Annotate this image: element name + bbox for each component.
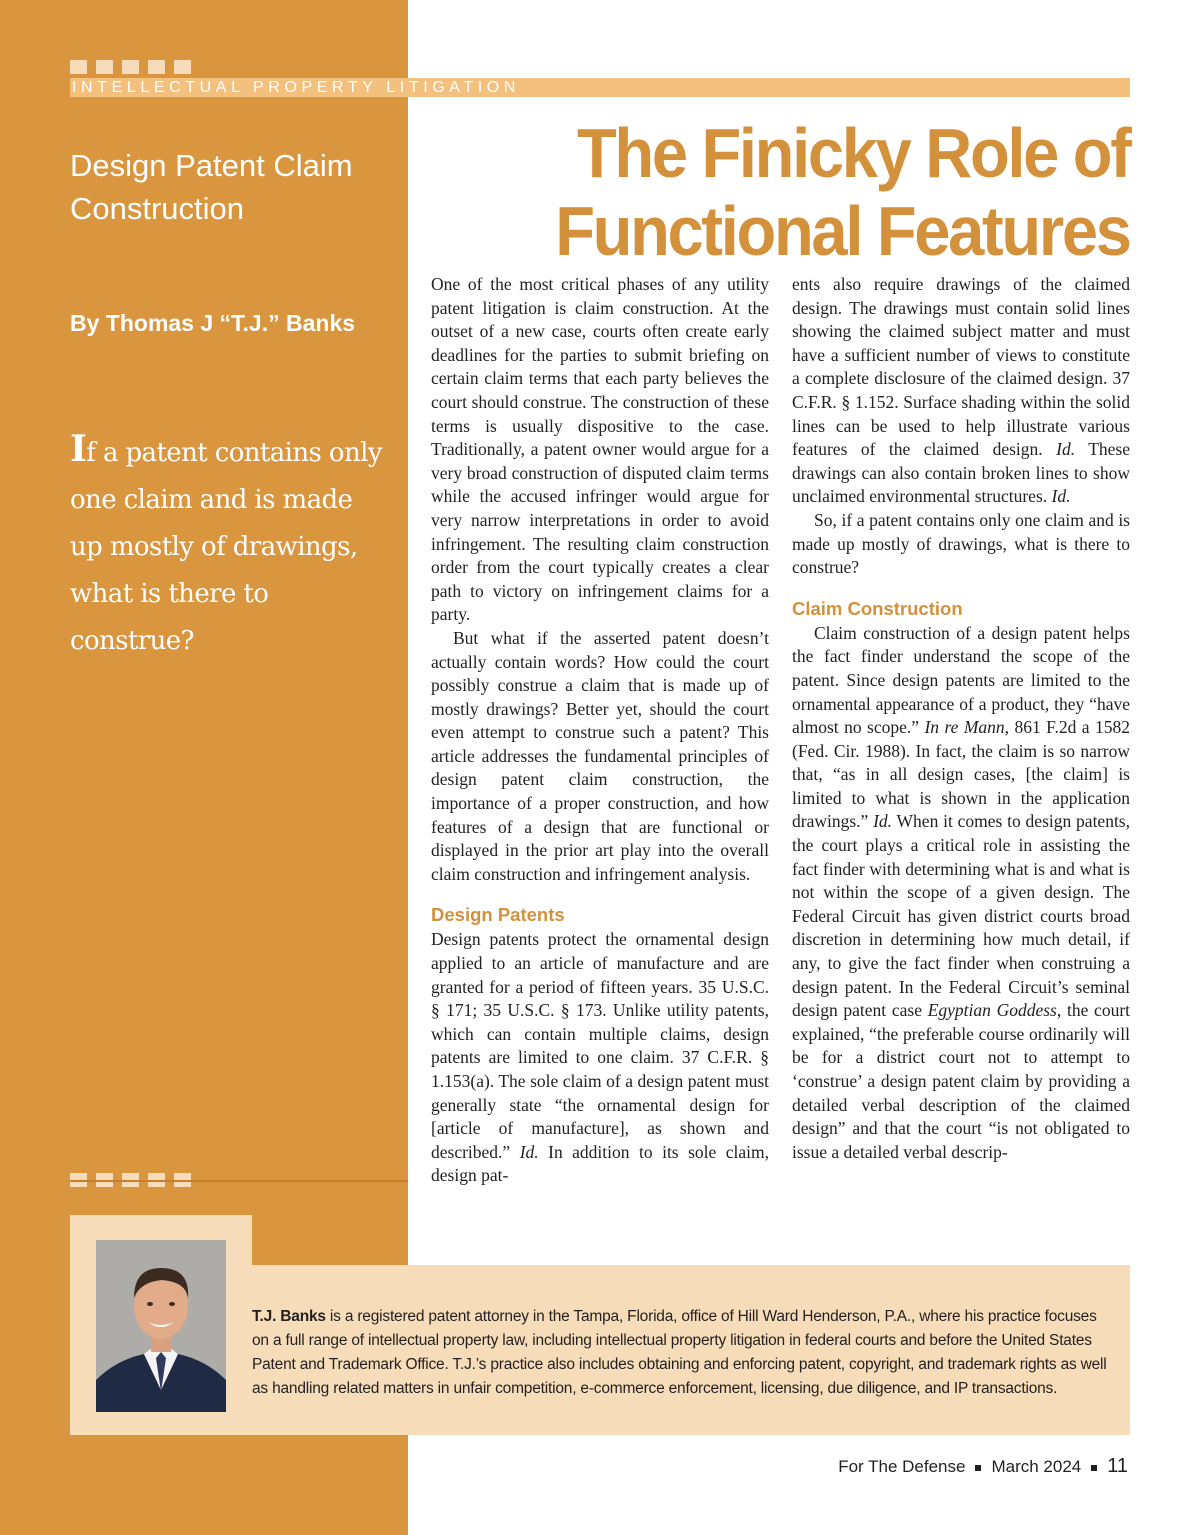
publication-name: For The Defense	[838, 1457, 966, 1476]
kicker: Design Patent Claim Construction	[70, 148, 353, 226]
article-column-1	[431, 273, 769, 1188]
author-name: T.J. Banks	[252, 1308, 326, 1325]
pull-quote-initial: I	[70, 428, 87, 470]
decorative-squares-top	[70, 60, 191, 74]
article-title	[556, 114, 1130, 270]
title-line-1: The Finicky Role of	[577, 114, 1130, 192]
paragraph-claim-construction: Claim construction of a design patent helps the fact finder understand the scope of the patent. Since design patents are limited to the ornamental appearance of a product, they “have almost no scope.” In re Mann, 861 F.2d a 1582 (Fed. Cir. 1988). In fact, the claim is so narrow that, “as in all design cases, [the claim] is limited to what is shown in the application drawings.” Id. When it comes to design patents, the court plays a critical role in assisting the fact finder with determining what is and what is not within the scope of a given design. The Federal Circuit has given district courts broad discretion in determining how much detail, if any, to give the fact finder when construing a design patent. In the Federal Circuit’s seminal design patent case Egyptian Goddess, the court explained, “the preferable course ordinarily will be for a district court not to attempt to ‘construe’ a design patent claim by providing a detailed verbal description of the claimed design” and that the court “is not obligated to issue a detailed verbal descrip-	[792, 622, 1131, 1162]
pull-quote	[70, 426, 390, 665]
paragraph-question: But what if the asserted patent doesn’t actually contain words? How could the court possibly construe a claim that is made up of mostly drawings? Better yet, should the court even attempt to construe such a patent? This article addresses the fundamental principles of design patent claim construction, the importance of a proper construction, and how features of a design that are functional or displayed in the prior art play into the overall claim construction and infringement analysis.	[431, 627, 769, 884]
paragraph-drawings: ents also require drawings of the claimed design. The drawings must contain solid lines showing the claimed subject matter and must have a sufficient number of views to constitute a complete disclosure of the claimed design. 37 C.F.R. § 1.152. Surface shading within the solid lines can be used to help illustrate various features of the claimed design. Id. These drawings can also contain broken lines to show unclaimed environmental structures. Id.	[792, 274, 1131, 507]
section-label: INTELLECTUAL PROPERTY LITIGATION	[72, 79, 521, 96]
title-line-2: Functional Features	[555, 192, 1130, 270]
byline: By Thomas J “T.J.” Banks	[70, 310, 356, 336]
issue-date: March 2024	[991, 1457, 1082, 1476]
author-photo	[96, 1240, 226, 1412]
author-portrait-icon	[96, 1240, 226, 1412]
author-bio-text: is a registered patent attorney in the Tampa, Florida, office of Hill Ward Henderson, P.A., where his practice focuses on a full range of intellectual property law, including intellectual property litigation in federal courts and before the United States Patent and Trademark Office. T.J.’s practice also includes obtaining and enforcing patent, copyright, and trademark rights as well as handling related matters in unfair competition, e-commerce enforcement, licensing, due diligence, and IP transactions.	[252, 1308, 1107, 1397]
separator-dot	[1091, 1465, 1097, 1471]
subhead-claim-construction: Claim Construction	[792, 597, 963, 619]
separator-dot	[975, 1465, 981, 1471]
paragraph-design-patents: Design patents protect the ornamental design applied to an article of manufacture and are granted for a period of fifteen years. 35 U.S.C. § 171; 35 U.S.C. § 173. Unlike utility patents, which can contain multiple claims, design patents are limited to one claim. 37 C.F.R. § 1.153(a). The sole claim of a design patent must generally state “the ornamental design for [article of manufacture], as shown and described.” Id. In addition to its sole claim, design pat-	[431, 929, 770, 1186]
sidebar-divider	[70, 1180, 408, 1182]
article-column-2	[792, 273, 1130, 1164]
pull-quote-text: f a patent contains only one claim and is made up mostly of drawings, what is there to construe?	[70, 438, 382, 656]
paragraph-construe-question: So, if a patent contains only one claim and is made up mostly of drawings, what is there to construe?	[792, 509, 1130, 578]
subhead-design-patents: Design Patents	[431, 904, 565, 926]
paragraph-intro: One of the most critical phases of any utility patent litigation is claim construction. At the outset of a new case, courts often create early deadlines for the parties to submit briefing on certain claim terms that each party believes the court should construe. The construction of these terms is usually dispositive to the case. Traditionally, a patent owner would argue for a very broad construction of disputed claim terms while the accused infringer would argue for very narrow interpretations in order to avoid infringement. The resulting claim construction order from the court typically creates a clear path to victory on infringement claims for a party.	[431, 274, 769, 625]
page-footer	[838, 1455, 1128, 1478]
page-number: 11	[1107, 1455, 1128, 1477]
author-bio	[252, 1305, 1114, 1401]
